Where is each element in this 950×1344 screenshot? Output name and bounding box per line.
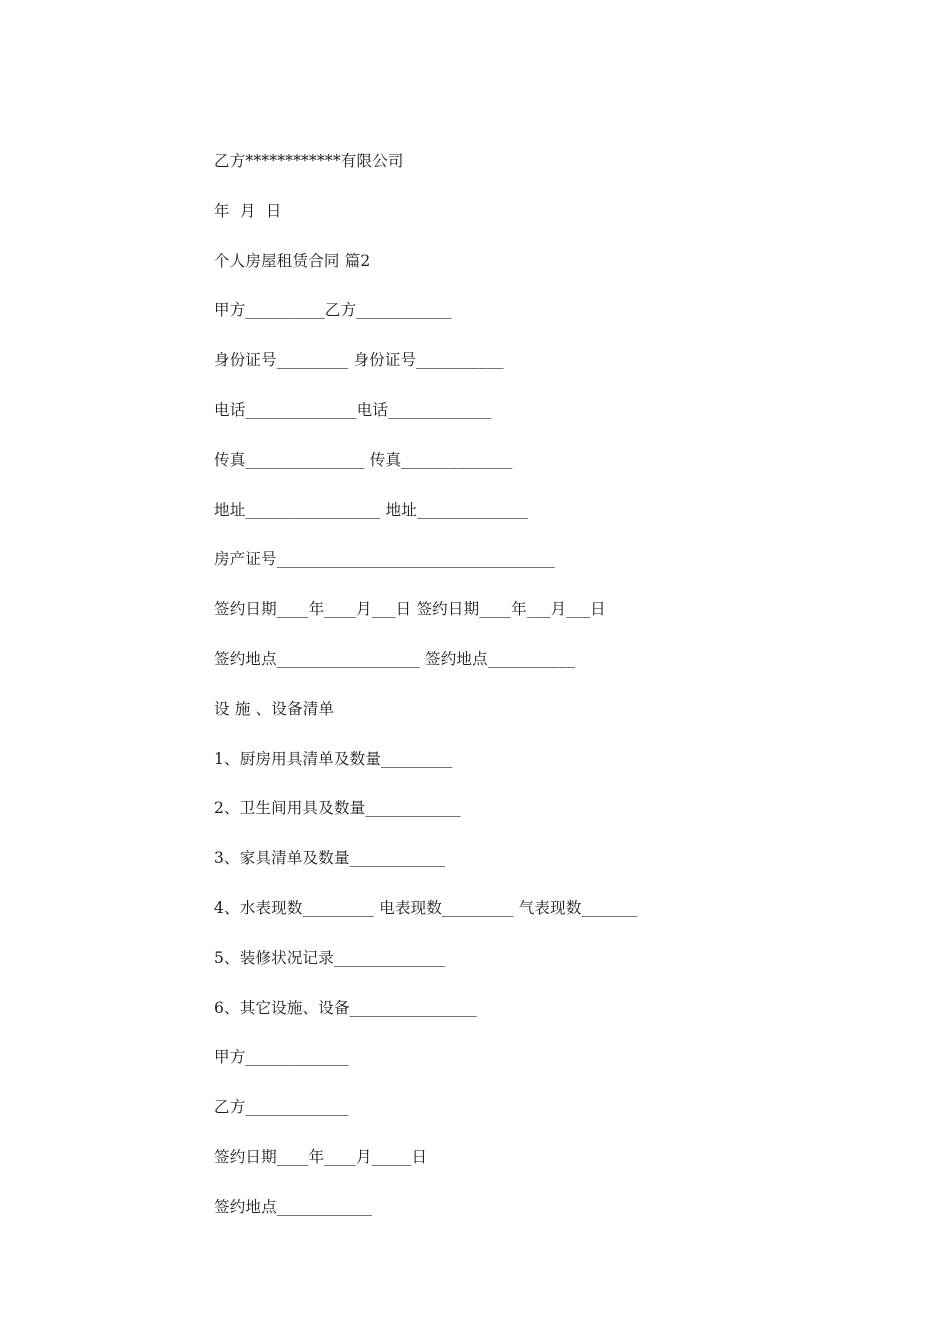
fax-line: 传真_______________ 传真______________ <box>214 450 513 469</box>
id-number-line: 身份证号_________ 身份证号___________ <box>214 351 504 370</box>
facilities-heading: 设 施 、设备清单 <box>214 699 335 718</box>
property-cert-line: 房产证号___________________________________ <box>214 550 556 569</box>
signing-place-line: 签约地点__________________ 签约地点___________ <box>214 649 576 668</box>
list-item: 5、装修状况记录______________ <box>214 948 446 967</box>
address-line: 地址_________________ 地址______________ <box>214 500 529 519</box>
party-a-signature-line: 甲方_____________ <box>214 1048 349 1067</box>
list-item: 3、家具清单及数量____________ <box>214 849 446 868</box>
final-signing-date-line: 签约日期____年____月_____日 <box>214 1147 428 1166</box>
document-page <box>214 149 914 1245</box>
party-b-signature-line: 乙方_____________ <box>214 1098 349 1117</box>
date-line: 年 月 日 <box>214 201 282 220</box>
list-item: 1、厨房用具清单及数量_________ <box>214 749 453 768</box>
list-item: 4、水表现数_________ 电表现数_________ 气表现数_______ <box>214 898 638 917</box>
contract-title: 个人房屋租赁合同 篇2 <box>214 251 371 270</box>
parties-line: 甲方__________乙方____________ <box>214 301 452 320</box>
list-item: 6、其它设施、设备________________ <box>214 998 477 1017</box>
final-signing-place-line: 签约地点____________ <box>214 1197 373 1216</box>
phone-line: 电话______________电话_____________ <box>214 400 492 419</box>
signing-date-line: 签约日期____年____月___日 签约日期____年___月___日 <box>214 600 606 619</box>
list-item: 2、卫生间用具及数量____________ <box>214 799 461 818</box>
party-b-company-line: 乙方************有限公司 <box>214 152 404 170</box>
